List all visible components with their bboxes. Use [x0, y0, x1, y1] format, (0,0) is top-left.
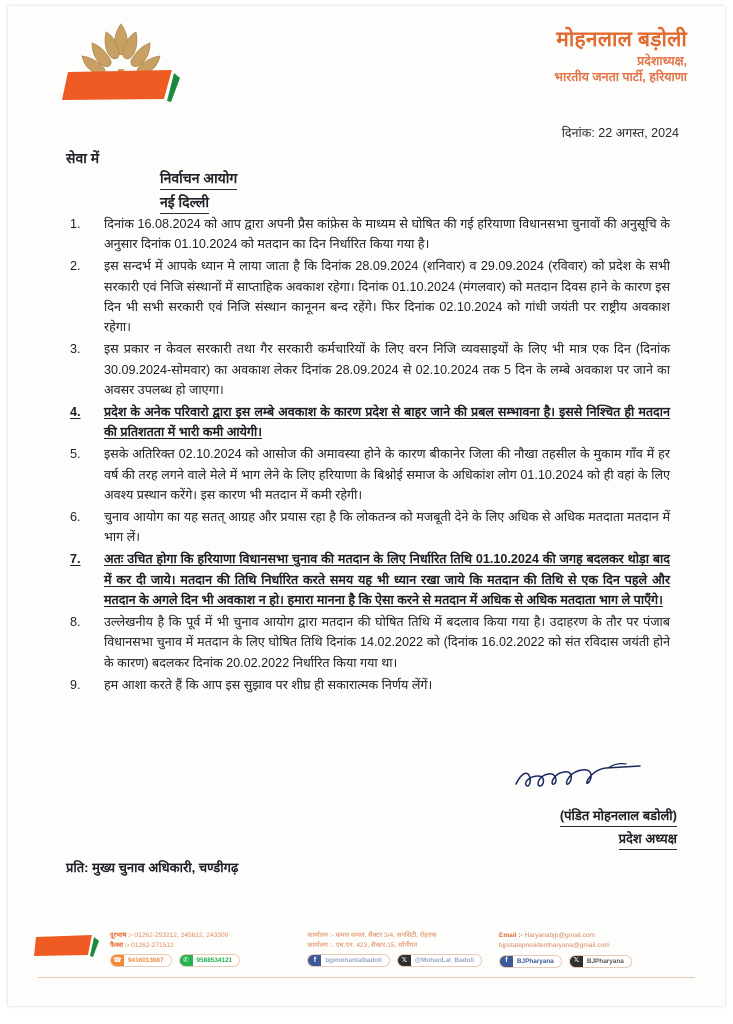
paragraph-1	[70, 214, 670, 255]
paragraph-2	[70, 256, 670, 338]
facebook-handle-party: BJPharyana	[516, 957, 554, 965]
paragraph-number: 5.	[70, 447, 81, 462]
president-role: प्रदेशाध्यक्ष,	[637, 54, 687, 69]
footer-badges-contact	[110, 954, 297, 967]
signatory-designation: प्रदेश अध्यक्ष	[619, 829, 677, 850]
paragraph-text: इसके अतिरिक्त 02.10.2024 को आसोज की अमावस्या होने के कारण बीकानेर जिला की नौखा तहसील के मुकाम गाँव में हर वर्ष की तरह लगने वाले मेले में भाग लेने के लिए हरियाणा के बिश्नोई समाज के अधिकांश लोग 01.10.2024 को ही वहां के लिए अवश्य प्रस्थान करेंगे। इस कारण भी मतदान में कमी रहेगी।	[104, 447, 670, 503]
phone-line	[110, 931, 297, 941]
phone-badge[interactable]	[110, 954, 172, 967]
x-badge-personal[interactable]	[397, 954, 482, 967]
phone-numbers: 01262-253212, 245612, 243300	[134, 932, 229, 940]
whatsapp-badge[interactable]	[179, 954, 241, 967]
paragraph-number: 3.	[70, 342, 81, 357]
footer-badges-party-social	[499, 955, 699, 968]
paragraph-number: 4.	[70, 405, 81, 420]
footer-flag-icon	[34, 933, 100, 959]
salutation: सेवा में	[66, 150, 100, 166]
email-line-2	[499, 941, 699, 951]
office-line-2: कार्यालय :- एच.एन. 423, सैक्टर-15, सोनीपत	[307, 941, 418, 949]
copy-to-line: प्रति: मुख्य चुनाव अधिकारी, चण्डीगढ़	[66, 860, 239, 875]
handwritten-signature	[508, 758, 678, 798]
email-address-1: Haryanabjp@gmail.com	[524, 932, 596, 940]
x-handle-personal: @MohanLal_Badoli	[414, 957, 474, 965]
letter-body	[70, 214, 670, 696]
addressee-line-2: नई दिल्ली	[160, 193, 209, 214]
addressee-block	[160, 169, 237, 214]
paragraph-number: 9.	[70, 677, 81, 692]
paragraph-7	[70, 549, 670, 610]
email-line-1	[499, 931, 699, 941]
letterhead-text	[554, 28, 687, 86]
whatsapp-icon: ✆	[180, 954, 193, 967]
paragraph-6	[70, 507, 670, 548]
signature-block	[560, 806, 677, 850]
paragraph-text: चुनाव आयोग का यह सतत् आग्रह और प्रयास रहा है कि लोकतन्त्र को मजबूती देने के लिए अधिक से अधिक मतदाता मतदान में भाग लें।	[104, 509, 670, 545]
paragraph-text: हम आशा करते हैं कि आप इस सुझाव पर शीघ्र ही सकारात्मक निर्णय लेंगें।	[104, 677, 433, 692]
letter-date: दिनांक: 22 अगस्त, 2024	[561, 126, 679, 140]
x-badge-party[interactable]	[569, 955, 632, 968]
paragraph-number: 1.	[70, 217, 81, 231]
facebook-handle-personal: bjpmohanlalbadoli	[325, 957, 382, 965]
president-name: मोहनलाल बड़ोली	[556, 28, 687, 51]
addressee-line-1: निर्वाचन आयोग	[160, 169, 237, 190]
x-twitter-icon: 𝕏	[570, 955, 583, 968]
footer-divider	[38, 977, 695, 978]
footer-email-column	[499, 931, 699, 968]
email-label: Email :-	[498, 932, 523, 940]
paragraph-3	[70, 339, 670, 400]
footer-office-column	[307, 931, 489, 967]
letter-sheet	[8, 6, 725, 1006]
office-line-1: कार्यालय :- कमल कमल, सैक्टर 3/4, सनसिटी, रोहतक	[307, 932, 437, 940]
footer-badges-personal-social	[307, 954, 489, 967]
paragraph-text: इस प्रकार न केवल सरकारी तथा गैर सरकारी कर्मचारियों के लिए वरन निजि व्यवसाइयों के लिए भी मात्र एक दिन (दिनांक 30.09.2024-सोमवार) का अवकाश लेकर दिनांक 28.09.2024 से 02.10.2024 तक 5 दिन के लम्बे अवकाश पर जाने का अवसर उपलब्ध हो जाएगा।	[104, 342, 670, 398]
paragraph-text: प्रदेश के अनेक परिवारो द्वारा इस लम्बे अवकाश के कारण प्रदेश से बाहर जाने की प्रबल सम्भावना है। इससे निश्चित ही मतदान की प्रतिशतता में भारी कमी आयेगी।	[104, 405, 670, 440]
email-address-2: bjpstatepresidentharyana@gmail.com	[498, 942, 610, 950]
facebook-badge-personal[interactable]	[307, 954, 389, 967]
paragraph-number: 8.	[70, 614, 81, 629]
bjp-lotus-logo	[56, 12, 186, 104]
facebook-icon: f	[308, 954, 321, 967]
fax-number: 01262-271512	[131, 941, 174, 949]
x-handle-party: BJPharyana	[586, 957, 624, 965]
paragraph-8	[70, 612, 670, 673]
paragraph-text: दिनांक 16.08.2024 को आप द्वारा अपनी प्रैस कांफ्रेस के माध्यम से घोषित की गई हरियाणा विधानसभा चुनावों की अनुसूचि के अनुसार दिनांक 01.10.2024 को मतदान का दिन निर्धारित किया गया है।	[104, 217, 670, 252]
fax-line	[110, 941, 297, 951]
paragraph-number: 7.	[70, 552, 81, 567]
letterhead	[8, 6, 725, 111]
paragraph-5	[70, 444, 670, 505]
signatory-name: (पंडित मोहनलाल बडोली)	[560, 806, 677, 827]
paragraph-9	[70, 675, 670, 695]
paragraph-text: उल्लेखनीय है कि पूर्व में भी चुनाव आयोग द्वारा मतदान की घोषित तिथि में बदलाव किया गया है। उदाहरण के तौर पर पंजाब विधानसभा चुनाव में मतदान के लिए घोषित तिथि दिनांक 14.02.2022 को (दिनांक 16.02.2022 को संत रविदास जयंती होने के कारण) बदलकर दिनांक 20.02.2022 निर्धारित किया गया था।	[104, 614, 670, 670]
x-twitter-icon: 𝕏	[398, 954, 411, 967]
phone-badge-text: 9416013687	[128, 957, 164, 965]
facebook-icon: f	[500, 955, 513, 968]
phone-icon: ☎	[111, 954, 124, 967]
facebook-badge-party[interactable]	[499, 955, 562, 968]
footer-contact-column	[110, 931, 297, 967]
paragraph-text: अतः उचित होगा कि हरियाणा विधानसभा चुनाव की मतदान के लिए निर्धारित तिथि 01.10.2024 की जगह बदलकर थोड़ा बाद में कर दी जाये। मतदान की तिथि निर्धारित करते समय यह भी ध्यान रखा जाये कि मतदान की तिथि से एक दिन पहले और मतदान के अगले दिन भी अवकाश न हो। हमारा मानना है कि ऐसा करने से मतदान में अधिक से अधिक मतदाता भाग ले पाएँगे।	[104, 552, 670, 608]
whatsapp-badge-text: 9588534121	[196, 957, 233, 965]
paragraph-4	[70, 402, 670, 443]
paragraph-number: 6.	[70, 509, 81, 524]
letter-footer	[8, 931, 725, 968]
paragraph-text: इस सन्दर्भ में आपके ध्यान मे लाया जाता है कि दिनांक 28.09.2024 (शनिवार) व 29.09.2024 (रविवार) को प्रदेश के सभी सरकारी एवं निजि संस्थानों में साप्ताहिक अवकाश रहेगा। दिनांक 01.10.2024 (मंगलवार) को मतदान दिवस हाने के कारण इस दिन भी सभी सरकारी एवं निजि संस्थान कानूनन बन्द रहेंगे। फिर दिनांक 02.10.2024 को गांधी जयंती पर राष्ट्रीय अवकाश रहेगा।	[104, 259, 670, 335]
paragraph-number: 2.	[70, 259, 81, 274]
fax-label: फैक्स :-	[110, 941, 130, 949]
party-name: भारतीय जनता पार्टी, हरियाणा	[554, 70, 687, 85]
phone-label: दूरभाष :-	[110, 932, 133, 940]
